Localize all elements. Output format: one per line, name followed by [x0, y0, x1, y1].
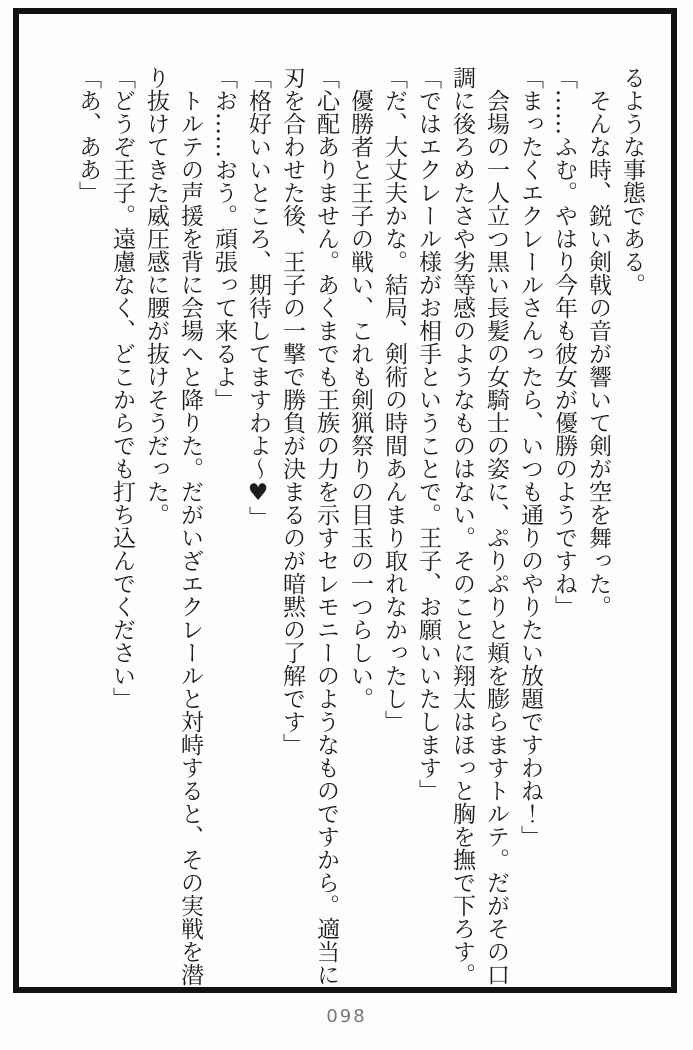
- paragraph: 会場の一人立つ黒い長髪の女騎士の姿に、ぷりぷりと頬を膨らますトルテ。だがその口調に後ろめたさや劣等感のようなものはない。そのことに翔太はほっと胸を撫で下ろす。: [449, 66, 509, 986]
- paragraph: 「ではエクレール様がお相手ということで。王子、お願いいたします」: [415, 66, 441, 802]
- paragraph: 「まったくエクレールさんったら、いつも通りのやりたい放題ですわね！」: [517, 66, 543, 848]
- vertical-text-body: [71, 66, 649, 1004]
- paragraph: 「だ、大丈夫かな。結局、剣術の時間あんまり取れなかったし」: [381, 66, 407, 733]
- page-border-frame: [13, 8, 677, 993]
- paragraph: 「あ、ああ」: [75, 66, 101, 204]
- paragraph: 「心配ありません。あくまでも王族の力を示すセレモニーのようなものですから。適当に刃を合わせた後、王子の一撃で勝負が決まるのが暗黙の了解です」: [279, 66, 339, 986]
- paragraph: 「どうぞ王子。遠慮なく、どこからでも打ち込んでください」: [109, 66, 135, 710]
- paragraph: 「格好いいところ、期待してますわよ～♥」: [245, 66, 271, 529]
- paragraph: 「お……おう。頑張って来るよ」: [211, 66, 237, 411]
- paragraph: そんな時、鋭い剣戟の音が響いて剣が空を舞った。: [585, 89, 611, 618]
- paragraph: 優勝者と王子の戦い、これも剣猟祭りの目玉の一つらしい。: [347, 89, 373, 710]
- paragraph: トルテの声援を背に会場へと降りた。だがいざエクレールと対峙すると、その実戦を潜り抜けてきた威圧感に腰が抜けそうだった。: [143, 66, 203, 986]
- page-number: 098: [326, 1006, 367, 1027]
- paragraph: 「……ふむ。やはり今年も彼女が優勝のようですね」: [551, 66, 577, 618]
- paragraph: るような事態である。: [619, 66, 645, 296]
